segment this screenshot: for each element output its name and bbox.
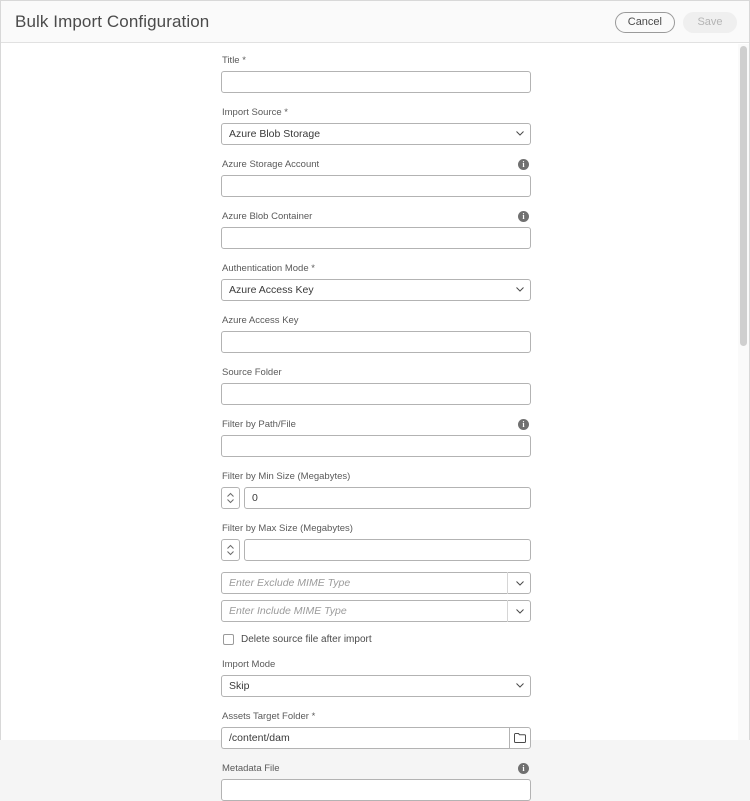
- field-title: [221, 55, 531, 93]
- spacer: [221, 249, 531, 263]
- import-mode-select[interactable]: Skip: [221, 675, 531, 697]
- filter-max-size-label: Filter by Max Size (Megabytes): [222, 523, 353, 534]
- filter-max-size-row: [221, 539, 531, 561]
- filter-by-path-label: Filter by Path/File: [222, 419, 296, 430]
- folder-icon[interactable]: [509, 727, 531, 749]
- bulk-import-form: [221, 43, 531, 801]
- field-include-mime: [221, 600, 531, 622]
- info-icon[interactable]: i: [518, 211, 529, 222]
- page-title: Bulk Import Configuration: [15, 11, 210, 31]
- field-azure-blob-container: [221, 211, 531, 249]
- stepper-control[interactable]: [221, 539, 240, 561]
- chevron-down-icon[interactable]: [507, 572, 531, 594]
- assets-target-folder-row: [221, 727, 531, 749]
- spacer: [221, 405, 531, 419]
- import-mode-select-wrap: [221, 675, 531, 697]
- spacer: [221, 197, 531, 211]
- spacer: [221, 353, 531, 367]
- scrollbar-thumb[interactable]: [740, 46, 747, 346]
- filter-min-size-row: [221, 487, 531, 509]
- title-label: Title *: [222, 55, 246, 66]
- filter-min-size-label: Filter by Min Size (Megabytes): [222, 471, 351, 482]
- metadata-file-input[interactable]: [221, 779, 531, 801]
- field-source-folder: [221, 367, 531, 405]
- filter-by-path-input[interactable]: [221, 435, 531, 457]
- exclude-mime-input[interactable]: Enter Exclude MIME Type: [221, 572, 531, 594]
- delete-source-checkbox[interactable]: [223, 634, 234, 645]
- app-header: [1, 1, 749, 43]
- azure-storage-account-input[interactable]: [221, 175, 531, 197]
- source-folder-label: Source Folder: [222, 367, 282, 378]
- form-scroll-area: [1, 43, 749, 774]
- spacer: [221, 301, 531, 315]
- info-icon[interactable]: i: [518, 159, 529, 170]
- spacer: [221, 749, 531, 763]
- metadata-file-label-row: [221, 763, 531, 779]
- delete-source-label: Delete source file after import: [241, 634, 372, 645]
- azure-storage-account-label-row: [221, 159, 531, 175]
- chevron-down-icon[interactable]: [507, 600, 531, 622]
- field-filter-by-path: [221, 419, 531, 457]
- field-import-source: [221, 107, 531, 145]
- authentication-mode-label: Authentication Mode *: [222, 263, 315, 274]
- source-folder-input[interactable]: [221, 383, 531, 405]
- assets-target-folder-input[interactable]: [221, 727, 509, 749]
- field-filter-max-size: [221, 523, 531, 561]
- azure-access-key-input[interactable]: [221, 331, 531, 353]
- delete-source-checkbox-row[interactable]: [223, 634, 531, 645]
- authentication-mode-select-wrap: [221, 279, 531, 301]
- spacer: [221, 457, 531, 471]
- spacer: [221, 561, 531, 572]
- field-filter-min-size: [221, 471, 531, 509]
- azure-blob-container-label-row: [221, 211, 531, 227]
- vertical-scrollbar[interactable]: [738, 44, 749, 740]
- field-import-mode: [221, 659, 531, 697]
- import-source-select-wrap: [221, 123, 531, 145]
- import-source-select[interactable]: Azure Blob Storage: [221, 123, 531, 145]
- spacer: [221, 145, 531, 159]
- info-icon[interactable]: i: [518, 419, 529, 430]
- title-input[interactable]: [221, 71, 531, 93]
- spacer: [221, 697, 531, 711]
- azure-access-key-label: Azure Access Key: [222, 315, 299, 326]
- info-icon[interactable]: i: [518, 763, 529, 774]
- field-exclude-mime: [221, 572, 531, 594]
- metadata-file-label: Metadata File: [222, 763, 280, 774]
- authentication-mode-select[interactable]: Azure Access Key: [221, 279, 531, 301]
- cancel-button[interactable]: Cancel: [615, 12, 675, 33]
- import-source-label: Import Source *: [222, 107, 288, 118]
- include-mime-input[interactable]: Enter Include MIME Type: [221, 600, 531, 622]
- spacer: [221, 509, 531, 523]
- save-button[interactable]: Save: [683, 12, 737, 33]
- field-authentication-mode: [221, 263, 531, 301]
- filter-max-size-input[interactable]: [244, 539, 531, 561]
- filter-by-path-label-row: [221, 419, 531, 435]
- field-metadata-file: [221, 763, 531, 801]
- field-assets-target-folder: [221, 711, 531, 749]
- import-mode-label: Import Mode: [222, 659, 276, 670]
- filter-min-size-input[interactable]: [244, 487, 531, 509]
- spacer: [221, 93, 531, 107]
- azure-blob-container-label: Azure Blob Container: [222, 211, 313, 222]
- field-azure-storage-account: [221, 159, 531, 197]
- header-actions: [615, 1, 737, 43]
- azure-storage-account-label: Azure Storage Account: [222, 159, 320, 170]
- field-azure-access-key: [221, 315, 531, 353]
- stepper-control[interactable]: [221, 487, 240, 509]
- azure-blob-container-input[interactable]: [221, 227, 531, 249]
- assets-target-folder-label: Assets Target Folder *: [222, 711, 316, 722]
